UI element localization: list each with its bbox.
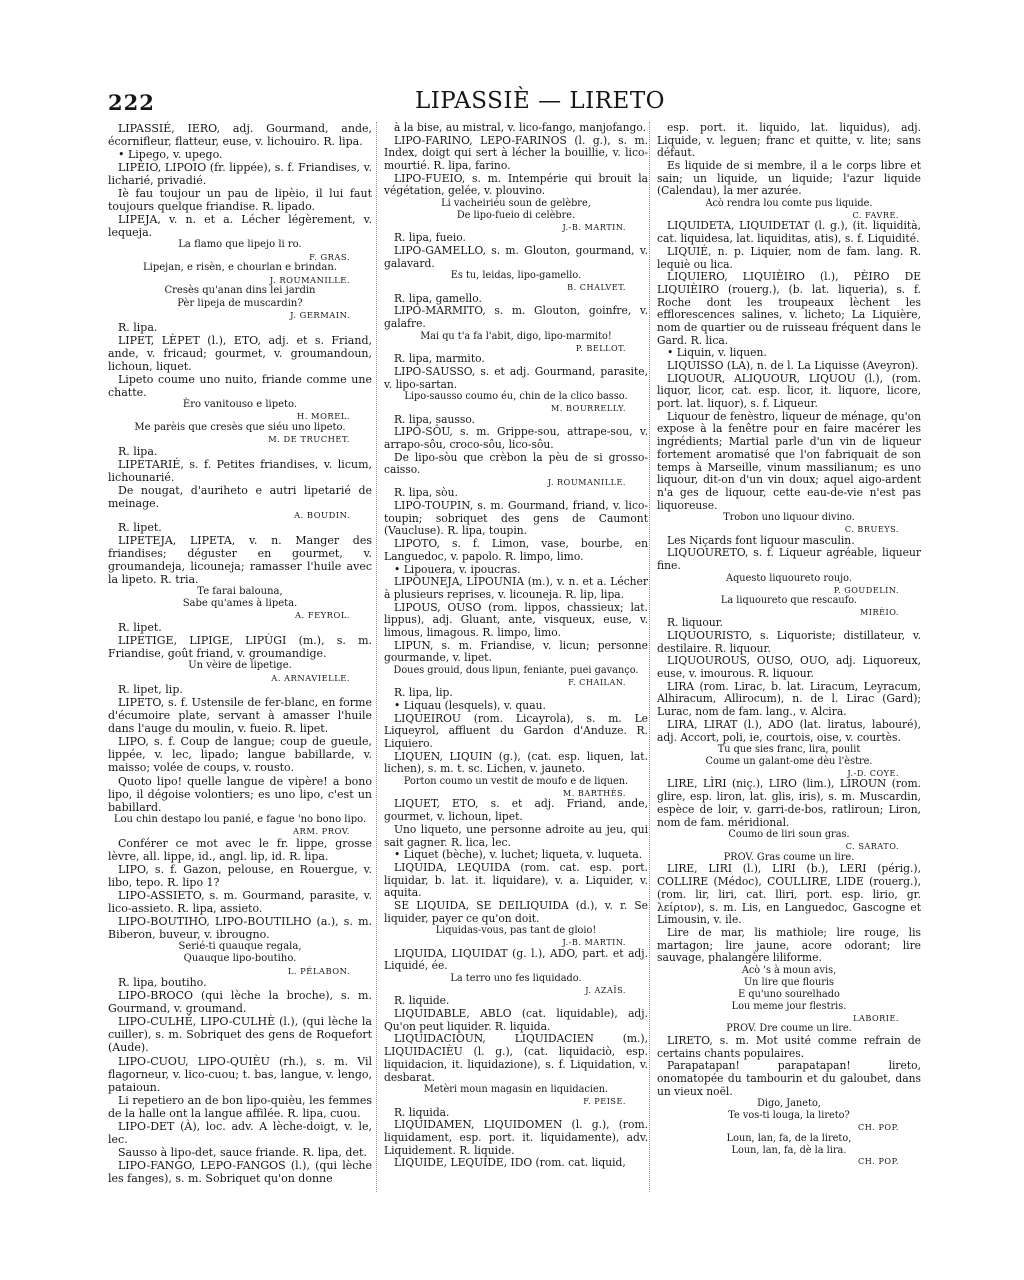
citation-author: A. ARNAVIELLE. xyxy=(271,672,350,683)
citation-author: H. MOREL. xyxy=(296,411,350,422)
verse-line: Digo, Janeto, xyxy=(757,1098,821,1110)
dictionary-entry: Parapatapan! parapatapan! lireto, onomatopée du tambourin et du galoubet, dans un vieux noël. xyxy=(657,1059,921,1098)
dictionary-entry: LIPO-FANGO, LEPO-FANGOS (l.), (qui lèche les fanges), s. m. Sobriquet qu'on donne xyxy=(108,1158,372,1185)
dictionary-entry: • Liquin, v. liquen. xyxy=(667,346,767,360)
citation-author: J. GERMAIN. xyxy=(290,309,350,320)
verse-line: Mai qu t'a fa l'abit, digo, lipo-marmito! xyxy=(420,330,612,342)
dictionary-entry: Uno liqueto, une personne adroite au jeu, qui sait gagner. R. lica, lec. xyxy=(384,822,648,849)
dictionary-entry: LIPO-CUOU, LIPO-QUIÈU (rh.), s. m. Vil flagorneur, v. lico-cuou; t. bas, langue, v. lengo, pataioun. xyxy=(108,1054,372,1094)
dictionary-entry: LIQUOUROUS, OUSO, OUO, adj. Liquoreux, euse, v. imourous. R. liquour. xyxy=(657,654,921,681)
dictionary-entry: Quoto lipo! quelle langue de vipère! a bono lipo, il dégoise volontiers; es uno lipo, c'est un babillard. xyxy=(108,774,372,814)
verse-line: De lipo-fueio di celèbre. xyxy=(456,210,576,222)
dictionary-entry: LIQUIDA, LEQUIDA (rom. cat. esp. port. liquidar, b. lat. it. liquidare), v. a. Liquider, v. aquita. xyxy=(384,860,648,900)
dictionary-entry: LIQUOURISTO, s. Liquoriste; distillateur, v. destilaire. R. liquour. xyxy=(657,629,921,655)
verse-line: Loun, lan, fa, dè la lira. xyxy=(731,1144,847,1156)
dictionary-entry: R. liquour. xyxy=(667,616,724,630)
dictionary-entry: • Lipego, v. upego. xyxy=(118,148,223,162)
dictionary-entry: à la bise, au mistral, v. lico-fango, manjofango. xyxy=(394,121,647,134)
verse-line: La flamo que lipejo li ro. xyxy=(178,239,302,251)
verse-line: Un lire que flouris xyxy=(743,976,835,988)
dictionary-entry: LIPO-MARMITO, s. m. Glouton, goinfre, v. galafre. xyxy=(384,304,648,331)
citation-author: M. BARTHÈS. xyxy=(562,788,626,799)
dictionary-entry: LIQUIDACIOUN, LIQUIDACIEN (m.), LIQUIDACIÈU (l. g.), (cat. liquidaciò, esp. liquidacion, it. liquidazione), s. f. Liquidation, v. desbarat. xyxy=(384,1032,648,1084)
dictionary-entry: LIPO-SÔU, s. m. Grippe-sou, attrape-sou, v. arrapo-sôu, croco-sôu, lico-sôu. xyxy=(384,425,648,451)
verse-line: Èro vanitouso e lipeto. xyxy=(182,398,298,410)
verse-line: Acò rendra lou comte pus liquide. xyxy=(705,198,873,210)
dictionary-entry: LIQUIDA, LIQUIDAT (g. l.), ADO, part. et adj. Liquidé, ée. xyxy=(384,946,648,973)
dictionary-entry: • Liquau (lesquels), v. quau. xyxy=(394,699,546,713)
dictionary-entry: LIPUN, s. m. Friandise, v. licun; personne gourmande, v. lipet. xyxy=(384,638,648,665)
citation-author: ARM. PROV. xyxy=(293,825,350,836)
dictionary-entry: LIPO-BOUTIHO, LIPO-BOUTILHO (a.), s. m. Biberon, buveur, v. ibrougno. xyxy=(108,914,372,941)
citation-author: J. AZAÏS. xyxy=(585,984,626,995)
verse-line: Lou meme jour flestris. xyxy=(731,1000,847,1012)
citation-author: C. FAVRE. xyxy=(852,210,899,221)
dictionary-entry: LIPETEJA, LIPETA, v. n. Manger des friandises; déguster en gourmet, v. groumandeja, licouneja; ramasser l'huile avec la lipeto. R. tria. xyxy=(108,533,372,586)
dictionary-entry: LIQUIDAMEN, LIQUIDOMEN (l. g.), (rom. liquidament, esp. port. it. liquidamente), adv. Liquidement. R. liquide. xyxy=(384,1118,648,1157)
citation-author: J. ROUMANILLE. xyxy=(547,476,626,487)
verse-line: La terro uno fes liquidado. xyxy=(450,973,582,985)
dictionary-entry: Les Niçards font liquour masculin. xyxy=(667,533,855,547)
citation-author: CH. POP. xyxy=(858,1156,899,1167)
dictionary-entry: Lire de mar, lis mathiole; lire rouge, lis martagon; lire jaune, acore odorant; lire sauvage, phalangère liliforme. xyxy=(657,925,921,965)
citation-author: P. GOUDELIN. xyxy=(833,584,899,595)
dictionary-entry: LIQUIDETA, LIQUIDETAT (l. g.), (it. liquidità, cat. liquidesa, lat. liquiditas, atis), s. f. Liquidité. xyxy=(657,219,921,246)
dictionary-entry: R. lipa, sòu. xyxy=(394,486,458,500)
dictionary-entry: LIPOUS, OUSO (rom. lippos, chassieux; lat. lippus), adj. Gluant, ante, visqueux, euse, v. limous, limagous. R. limpo, limo. xyxy=(384,600,648,639)
verse-line: Un vèire de lipetige. xyxy=(188,660,292,672)
dictionary-entry: R. lipa. xyxy=(118,320,158,334)
dictionary-entry: R. lipa, sausso. xyxy=(394,412,476,426)
dictionary-entry: LIPO-TOUPIN, s. m. Gourmand, friand, v. lico-toupin; sobriquet des gens de Caumont (Vaucluse). R. lipa, toupin. xyxy=(384,499,648,538)
citation-author: C. SARATO. xyxy=(845,841,899,852)
dictionary-entry: LIQUISSO (LA), n. de l. La Liquisse (Aveyron). xyxy=(667,359,919,373)
dictionary-entry: Lipeto coume uno nuito, friande comme une chatte. xyxy=(108,372,372,399)
dictionary-entry: LIQUET, ETO, s. et adj. Friand, ande, gourmet, v. lichoun, lipet. xyxy=(384,797,648,824)
dictionary-entry: Li repetiero an de bon lipo-quièu, les femmes de la halle ont la langue affilée. R. lipa, cuou. xyxy=(108,1093,372,1120)
citation-author: A. FEYROL. xyxy=(294,610,350,621)
verse-line: Me parèis que cresès que siéu uno lipeto. xyxy=(134,421,346,433)
verse-line: La liquoureto que rescaufo. xyxy=(720,594,858,606)
dictionary-entry: LIPETARIÉ, s. f. Petites friandises, v. licum, lichounarié. xyxy=(108,457,372,484)
verse-line: Lipo-sausso coumo éu, chin de la clico basso. xyxy=(404,391,628,403)
citation-author: P. BELLOT. xyxy=(575,342,626,353)
citation-author: M. BOURRELLY. xyxy=(551,403,626,414)
dictionary-entry: LIPASSIÉ, IERO, adj. Gourmand, ande, écornifleur, flatteur, euse, v. lichouiro. R. lipa. xyxy=(108,122,372,149)
dictionary-entry: LIPO-BROCO (qui lèche la broche), s. m. Gourmand, v. groumand. xyxy=(108,989,372,1016)
dictionary-entry: R. lipa, gamello. xyxy=(394,291,482,305)
dictionary-entry: R. liquide. xyxy=(394,994,450,1008)
dictionary-entry: LIPO, s. f. Coup de langue; coup de gueule, lippée, v. lec, lipado; langue babillarde, v. maisso; volée de coups, v. rousto. xyxy=(108,735,372,775)
verse-line: Doues grouid, dous lipun, feniante, puei gavanço. xyxy=(393,665,639,677)
verse-line: Liquidas-vous, pas tant de gloio! xyxy=(435,925,597,937)
dictionary-entry: • Liquet (bèche), v. luchet; liqueta, v. luqueta. xyxy=(394,848,643,862)
dictionary-entry: LIQUOURETO, s. f. Liqueur agréable, liqueur fine. xyxy=(657,546,921,572)
dictionary-entry: Conférer ce mot avec le fr. lippe, grosse lèvre, all. lippe, id., angl. lip, id. R. lipa. xyxy=(108,836,372,863)
verse-line: Es tu, leidas, lipo-gamello. xyxy=(450,270,582,282)
column-3 xyxy=(657,122,921,1167)
verse-line: Porton coumo un vestit de moufo e de liquen. xyxy=(403,776,629,788)
dictionary-entry: R. lipa, lip. xyxy=(394,686,453,700)
citation-author: M. DE TRUCHET. xyxy=(268,434,350,445)
citation-author: F. GRAS. xyxy=(309,251,350,262)
dictionary-entry: LIQUOUR, ALIQUOUR, LIQUOU (l.), (rom. liquor, licor, cat. esp. licor, it. liquore, licore, port. lat. liquor), s. f. Liqueur. xyxy=(657,371,921,411)
dictionary-entry: LIPO-CULHÉ, LIPO-CULHÈ (l.), (qui lèche la cuiller), s. m. Sobriquet des gens de Roquefort (Aude). xyxy=(108,1015,372,1055)
dictionary-entry: LIRA (rom. Lirac, b. lat. Liracum, Leyracum, Alhiracum, Allirocum), n. de l. Lirac (Gard); Lurac, nom de fam. lang., v. Alcira. xyxy=(657,679,921,719)
dictionary-entry: LIQUIDE, LEQUIDE, IDO (rom. cat. liquid, xyxy=(394,1156,626,1170)
verse-line: Quauque lipo-boutiho. xyxy=(183,953,297,965)
verse-line: E qu'uno sourelhado xyxy=(738,988,840,1000)
dictionary-entry: LIPÉIO, LIPOIO (fr. lippée), s. f. Friandises, v. licharié, privadié. xyxy=(108,161,372,188)
citation-author: J.-B. MARTIN. xyxy=(562,221,626,232)
verse-line: Lipejan, e risèn, e chourlan e brindan. xyxy=(143,262,337,274)
dictionary-entry: R. lipet. xyxy=(118,520,162,534)
dictionary-entry: LIPO-SAUSSO, s. et adj. Gourmand, parasite, v. lipo-sartan. xyxy=(384,364,648,391)
citation-author: L. PÉLABON. xyxy=(287,965,350,976)
dictionary-entry: LIPO-ASSIETO, s. m. Gourmand, parasite, v. lico-assieto. R. lipa, assieto. xyxy=(108,888,372,915)
column-1 xyxy=(108,122,372,1185)
dictionary-entry: LIRA, LIRAT (l.), ADO (lat. liratus, labouré), adj. Accort, poli, ie, courtois, oise, v. courtès. xyxy=(657,717,921,744)
dictionary-entry: SE LIQUIDA, SE DEILIQUIDA (d.), v. r. Se liquider, payer ce qu'on doit. xyxy=(384,898,648,925)
verse-line: Sabe qu'ames à lipeta. xyxy=(182,598,298,610)
dictionary-entry: Sausso à lipo-det, sauce friande. R. lipa, det. xyxy=(118,1145,367,1159)
citation-author: J.-D. COYE. xyxy=(847,768,899,779)
verse-line: PROV. Dre coume un lire. xyxy=(726,1023,852,1035)
page-number: 222 xyxy=(108,90,155,115)
citation-author: J.-B. MARTIN. xyxy=(562,937,626,948)
dictionary-entry: LIQUIDABLE, ABLO (cat. liquidable), adj. Qu'on peut liquider. R. liquida. xyxy=(384,1007,648,1033)
column-divider xyxy=(376,122,377,1192)
dictionary-entry: LIPEJA, v. n. et a. Lécher légèrement, v. lequeja. xyxy=(108,213,372,240)
verse-line: Pèr lipeja de muscardin? xyxy=(177,297,303,309)
verse-line: Metèri moun magasin en liquidacien. xyxy=(423,1084,609,1096)
dictionary-entry: De lipo-sòu que crèbon la pèu de si grosso-caisso. xyxy=(384,450,648,477)
verse-line: Coume un galant-ome dèu l'èstre. xyxy=(705,756,873,768)
dictionary-entry: LIPO-FUEIO, s. m. Intempérie qui brouit la végétation, gelée, v. plouvino. xyxy=(384,171,648,198)
verse-line: PROV. Gras coume un lire. xyxy=(723,851,855,863)
verse-line: Loun, lan, fa, de la lireto, xyxy=(726,1132,852,1144)
citation-author: F. CHAILAN. xyxy=(568,676,626,687)
citation-author: C. BRUEYS. xyxy=(844,524,899,535)
verse-line: Te vos-ti louga, la lireto? xyxy=(728,1110,850,1122)
dictionary-entry: LIPO-FARINO, LEPO-FARINOS (l. g.), s. m. Index, doigt qui sert à lécher la bouillie, v. lico-mourtié. R. lipa, farino. xyxy=(384,133,648,173)
dictionary-entry: LIPOTO, s. f. Limon, vase, bourbe, en Languedoc, v. papolo. R. limpo, limo. xyxy=(384,537,648,563)
dictionary-entry: LIPO-GAMELLO, s. m. Glouton, gourmand, v. galavard. xyxy=(384,244,648,270)
verse-line: Serié-ti quauque regala, xyxy=(178,941,302,952)
dictionary-entry: LIRETO, s. m. Mot usité comme refrain de certains chants populaires. xyxy=(657,1033,921,1060)
citation-author: F. PEISE. xyxy=(583,1096,626,1107)
verse-line: Trobon uno liquour divino. xyxy=(723,512,855,524)
dictionary-entry: LIQUEN, LIQUIN (g.), (cat. esp. liquen, lat. lichen), s. m. t. sc. Lichen, v. jauneto. xyxy=(384,749,648,776)
dictionary-entry: LIRE, LIRI (l.), LIRI (b.), LERI (périg.), COLLIRE (Médoc), COULLIRE, LIDE (rouerg.), (rom. lir, liri, cat. lliri, port. esp. lirio, gr. λείριον), s. m. Lis, en Languedoc, Gascogne et Limousin, v. ile. xyxy=(657,862,921,927)
verse-line: Aquesto liquoureto roujo. xyxy=(726,572,852,584)
dictionary-entry: Es liquide de si membre, il a le corps libre et sain; un liquide, un liquide; l'azur liquide (Calendau), la mer azurée. xyxy=(657,159,921,198)
verse-line: Li vacheiriéu soun de gelèbre, xyxy=(441,198,591,210)
dictionary-entry: LIQUIÉ, n. p. Liquier, nom de fam. lang. R. lequiè ou lica. xyxy=(657,244,921,271)
dictionary-entry: LIPETIGE, LIPIGE, LIPÙGI (m.), s. m. Friandise, goût friand, v. groumandige. xyxy=(108,634,372,661)
citation-author: LABORIE. xyxy=(853,1012,899,1023)
dictionary-entry: R. lipet, lip. xyxy=(118,683,183,697)
dictionary-entry: Liquour de fenèstro, liqueur de ménage, qu'on expose à la fenêtre pour en faire macérer les ingrédients; Martial parle d'un vin de liqueur fortement aromatisé que l'on fabriquait de son temps à Marseille, vinum massilianum; es uno liquour, dit-on d'un vin doux; aquel aigo-ardent n'a ges de liquour, cette eau-de-vie n'est pas liquoreuse. xyxy=(657,409,921,512)
dictionary-entry: • Lipouera, v. ipoucras. xyxy=(394,562,521,576)
dictionary-entry: LIPO-DET (À), loc. adv. A lèche-doigt, v. le, lec. xyxy=(108,1119,372,1146)
dictionary-entry: LIRE, LÌRI (niç.), LIRO (lim.), LIROUN (rom. glire, esp. liron, lat. glis, iris), s. m. Muscardin, espèce de loir, v. garri-de-bos, ratliroun; Liron, nom de fam. méridional. xyxy=(657,777,921,829)
dictionary-entry: LIQUIERO, LIQUIÈIRO (l.), PÈIRO DE LIQUIÈIRO (rouerg.), (b. lat. liqueria), s. f. Roche dont les troupeaux lèchent les efflorescences salines, v. licheto; La Liquière, nom de quartier ou de ruisseau fréquent dans le Gard. R. lica. xyxy=(657,270,921,347)
dictionary-entry: LIPET, LÈPET (l.), ETO, adj. et s. Friand, ande, v. fricaud; gourmet, v. groumandoun, lichoun, liquet. xyxy=(108,333,372,373)
citation-author: A. BOUDIN. xyxy=(294,509,350,520)
running-header: LIPASSIÈ — LIRETO xyxy=(414,88,666,114)
dictionary-entry: R. lipa, fueio. xyxy=(394,231,466,245)
dictionary-entry: LIQUEIROU (rom. Licayrola), s. m. Le Liqueyrol, affluent du Gardon d'Anduze. R. Liquiero. xyxy=(384,711,648,751)
column-2 xyxy=(384,122,648,1170)
dictionary-entry: esp. port. it. liquido, lat. liquidus), adj. Liquide, v. leguen; franc et quitte, v. lite; sans défaut. xyxy=(657,121,921,160)
verse-line: Coumo de liri soun gras. xyxy=(728,829,850,841)
verse-line: Te farai balouna, xyxy=(197,585,283,597)
dictionary-entry: R. lipet. xyxy=(118,621,162,635)
verse-line: Cresès qu'anan dins lei jardin xyxy=(164,285,316,297)
verse-line: Acò 's à moun avis, xyxy=(741,964,837,976)
dictionary-entry: LIPO, s. f. Gazon, pelouse, en Rouergue, v. libo, tepo. R. lipo 1? xyxy=(108,862,372,889)
citation-author: B. CHALVET. xyxy=(567,282,626,293)
dictionary-entry: De nougat, d'auriheto e autri lipetarié de meinage. xyxy=(108,483,372,510)
dictionary-entry: R. lipa, boutiho. xyxy=(118,976,207,990)
verse-line: Tu que sies franc, lira, poulit xyxy=(717,744,861,756)
citation-author: MIRÈIO. xyxy=(859,606,899,617)
dictionary-entry: R. lipa, marmito. xyxy=(394,352,485,366)
citation-author: CH. POP. xyxy=(858,1122,899,1133)
dictionary-entry: Iè fau toujour un pau de lipèio, il lui faut toujours quelque friandise. R. lipado. xyxy=(108,187,372,214)
dictionary-entry: LIPETO, s. f. Ustensile de fer-blanc, en forme d'écumoire plate, servant à amasser l'huile dans l'auge du moulin, v. fueio. R. lipet. xyxy=(108,696,372,736)
dictionary-entry: R. liquida. xyxy=(394,1105,450,1119)
verse-line: Lou chin destapo lou panié, e fague 'no bono lipo. xyxy=(113,813,367,825)
column-divider xyxy=(649,122,650,1192)
dictionary-entry: R. lipa. xyxy=(118,444,158,458)
dictionary-entry: LIPOUNEJA, LIPOUNIA (m.), v. n. et a. Lécher à plusieurs reprises, v. licouneja. R. lip, lipa. xyxy=(384,575,648,601)
citation-author: J. ROUMANILLE. xyxy=(269,274,350,285)
